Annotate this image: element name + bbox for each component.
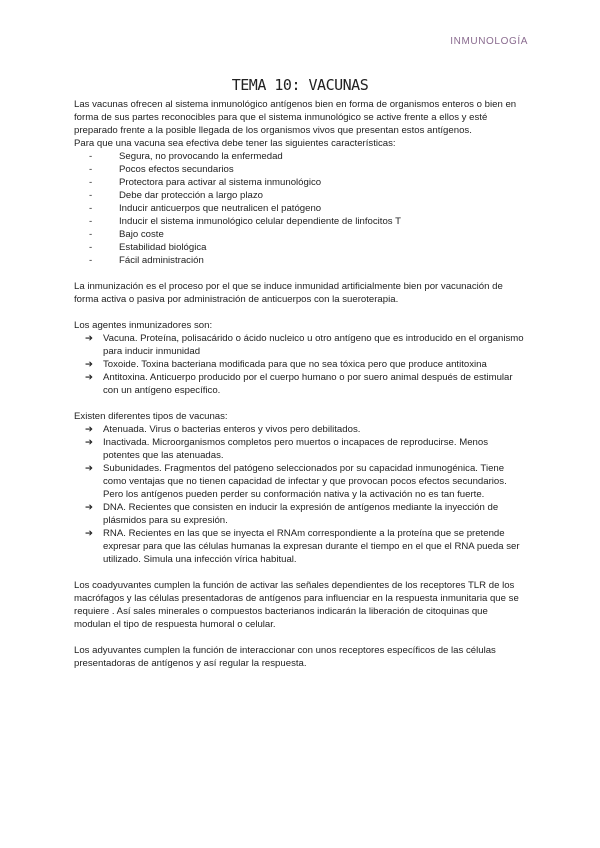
document-body <box>74 98 526 670</box>
list-item <box>81 371 526 397</box>
list-item: - Debe dar protección a largo plazo <box>74 189 526 202</box>
list-item <box>81 501 526 527</box>
list-item: - Pocos efectos secundarios <box>74 163 526 176</box>
list-item: - Fácil administración <box>74 254 526 267</box>
list-item: - Protectora para activar al sistema inmunológico <box>74 176 526 189</box>
coadjuvants-paragraph: Los coadyuvantes cumplen la función de activar las señales dependientes de los receptores TLR de los macrófagos y las células presentadoras de antígenos para influenciar en la respuesta inmunitaria que se requiere . Así sales minerales o compuestos bacterianos indicarán la liberación de citoquinas que modulan el tipo de respuesta humoral o celular. <box>74 580 519 630</box>
list-item-text: Subunidades. Fragmentos del patógeno seleccionados por su capacidad inmunogénica. Tiene como ventajas que no tienen capacidad de infectar y que provocan pocos efectos secundarios. Pero los antígenos pueden perder su conformación nativa y la activación no es tan fuerte. <box>103 463 507 500</box>
list-item-text: Atenuada. Virus o bacterias enteros y vivos pero debilitados. <box>103 424 361 435</box>
arrow-icon: ➔ <box>85 372 94 383</box>
agents-list <box>74 332 526 397</box>
intro-paragraph: Las vacunas ofrecen al sistema inmunológico antígenos bien en forma de organismos enteros o bien en forma de sus partes reconocibles para que el sistema inmunológico se active frente a ellos y esté preparado frente a la posible llegada de los organismos vivos que presentan estos antígenos. <box>74 99 517 136</box>
list-item-text: Toxoide. Toxina bacteriana modificada para que no sea tóxica pero que produce antitoxina <box>103 359 487 370</box>
list-item <box>81 436 526 462</box>
list-item: - Segura, no provocando la enfermedad <box>74 150 526 163</box>
immunization-paragraph: La inmunización es el proceso por el que se induce inmunidad artificialmente bien por vacunación de forma activa o pasiva por administración de anticuerpos con la sueroterapia. <box>74 281 503 305</box>
vaccine-types-list <box>74 423 526 566</box>
list-item: - Estabilidad biológica <box>74 241 526 254</box>
page-title: TEMA 10: VACUNAS <box>231 76 369 94</box>
list-item: - Inducir anticuerpos que neutralicen el patógeno <box>74 202 526 215</box>
adjuvants-paragraph: Los adyuvantes cumplen la función de interaccionar con unos receptores específicos de las células presentadoras de antígenos y así regular la respuesta. <box>74 645 496 669</box>
arrow-icon: ➔ <box>85 424 94 435</box>
list-item: - Bajo coste <box>74 228 526 241</box>
list-item <box>81 358 526 371</box>
agents-intro: Los agentes inmunizadores son: <box>74 320 213 331</box>
characteristics-list <box>74 150 526 267</box>
arrow-icon: ➔ <box>85 528 94 539</box>
list-item-text: RNA. Recientes en las que se inyecta el RNAm correspondiente a la proteína que se pretende expresar para que las células humanas la expresan durante el tiempo en el que el RNA pueda ser utilizado. Simula una infección vírica habitual. <box>103 528 520 565</box>
arrow-icon: ➔ <box>85 359 94 370</box>
list-item-text: Inactivada. Microorganismos completos pero muertos o incapaces de reproducirse. Menos potentes que las atenuadas. <box>103 437 489 461</box>
list-item-text: Vacuna. Proteína, polisacárido o ácido nucleico u otro antígeno que es introducido en el organismo para inducir inmunidad <box>103 333 524 357</box>
arrow-icon: ➔ <box>85 463 94 474</box>
list-item <box>81 423 526 436</box>
arrow-icon: ➔ <box>85 502 94 513</box>
list-item <box>81 332 526 358</box>
arrow-icon: ➔ <box>85 437 94 448</box>
list-item <box>81 527 526 566</box>
characteristics-intro: Para que una vacuna sea efectiva debe tener las siguientes características: <box>74 138 396 149</box>
list-item: - Inducir el sistema inmunológico celular dependiente de linfocitos T <box>74 215 526 228</box>
types-intro: Existen diferentes tipos de vacunas: <box>74 411 228 422</box>
document-header: INMUNOLOGÍA <box>450 36 528 47</box>
arrow-icon: ➔ <box>85 333 94 344</box>
list-item-text: Antitoxina. Anticuerpo producido por el cuerpo humano o por suero animal después de estimular con un antígeno específico. <box>103 372 513 396</box>
list-item-text: DNA. Recientes que consisten en inducir la expresión de antígenos mediante la inyección de plásmidos para su expresión. <box>103 502 499 526</box>
list-item <box>81 462 526 501</box>
